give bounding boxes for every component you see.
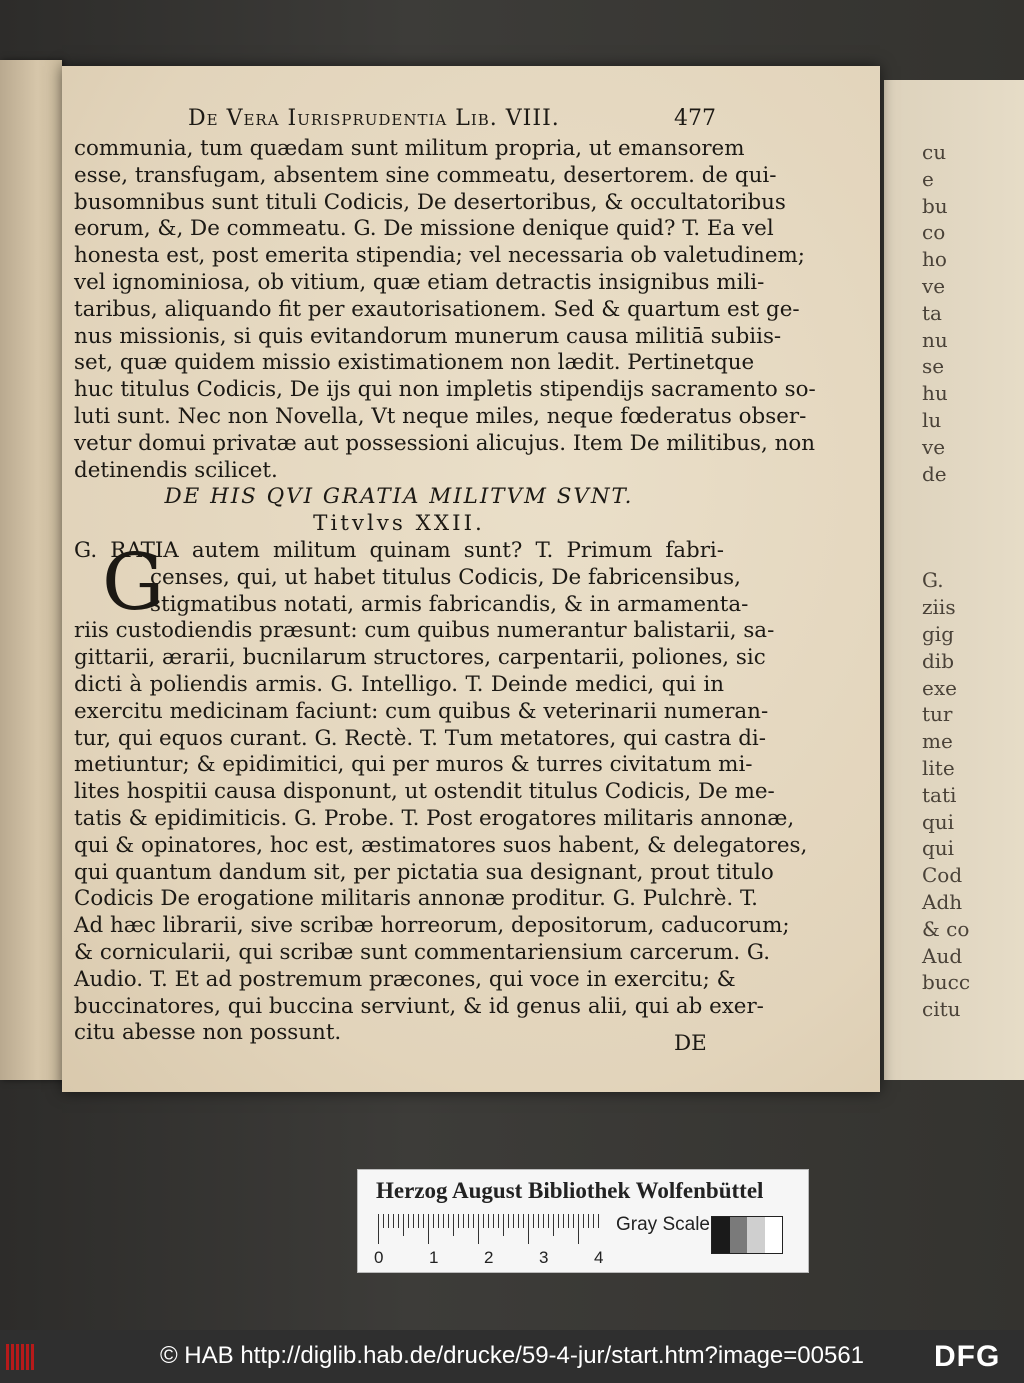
ruler-number: 1 — [429, 1248, 439, 1267]
neighbor-page-fragment: bu — [922, 193, 948, 218]
text-line: tur, qui equos curant. G. Rectè. T. Tum metatores, qui castra di- — [74, 725, 766, 751]
text-line: communia, tum quædam sunt militum propria, ut emansorem — [74, 136, 745, 161]
library-color-plate — [357, 1169, 809, 1273]
ruler-tick — [398, 1214, 399, 1228]
drop-cap-initial: G — [102, 538, 165, 628]
ruler-tick — [423, 1214, 424, 1228]
neighbor-page-fragment: lite — [922, 756, 955, 780]
text-line: tatis & epidimiticis. G. Probe. T. Post erogatores militaris annonæ, — [74, 805, 795, 831]
neighbor-page-fragment: e — [922, 166, 934, 191]
text-line: buccinatores, qui buccina serviunt, & id genus alii, qui ab exer- — [74, 993, 764, 1019]
running-head: De Vera Iurisprudentia Lib. VIII. — [188, 106, 560, 131]
ruler-tick — [513, 1214, 514, 1228]
neighbor-page-fragment: ho — [922, 247, 947, 272]
ruler-tick — [553, 1214, 554, 1236]
neighbor-page-fragment: ta — [922, 300, 942, 325]
ruler-tick — [458, 1214, 459, 1228]
ruler-tick — [568, 1214, 569, 1228]
neighbor-page-fragment: co — [922, 220, 946, 245]
ruler-tick — [413, 1214, 414, 1228]
page-number: 477 — [674, 106, 716, 131]
ruler-tick — [443, 1214, 444, 1228]
ruler-tick — [403, 1214, 404, 1236]
neighbor-page-fragment: lu — [922, 408, 942, 432]
ruler-tick — [478, 1214, 479, 1244]
ruler-tick — [598, 1214, 599, 1228]
ruler-tick — [383, 1214, 384, 1228]
ruler-tick — [378, 1214, 379, 1244]
ruler-tick — [433, 1214, 434, 1228]
ruler-tick — [493, 1214, 494, 1228]
neighbor-page-fragment: exe — [922, 675, 957, 700]
neighbor-page-fragment: dib — [922, 648, 955, 673]
top-paragraph — [74, 136, 816, 484]
text-line: vel ignominiosa, ob vitium, quæ etiam detractis insignibus mili- — [74, 269, 765, 295]
ruler-tick — [588, 1214, 589, 1228]
text-line: riis custodiendis præsunt: cum quibus numerantur balistarii, sa- — [74, 618, 775, 644]
neighbor-page-fragment: gig — [922, 622, 955, 646]
text-line: gittarii, ærarii, bucnilarum structores, carpentarii, poliones, sic — [74, 645, 766, 671]
book-page — [62, 66, 880, 1092]
gray-swatch — [730, 1217, 748, 1253]
ruler-tick — [468, 1214, 469, 1228]
neighbor-page-fragment: tati — [922, 782, 957, 807]
neighbor-page-fragment: Cod — [922, 863, 963, 888]
ruler-tick — [518, 1214, 519, 1228]
neighbor-page-fragment: nu — [922, 327, 948, 352]
ruler-number: 0 — [374, 1248, 384, 1267]
text-line: honesta est, post emerita stipendia; vel necessaria ob valetudinem; — [74, 243, 805, 269]
dfg-logo[interactable]: DFG — [934, 1340, 1001, 1373]
text-line: busomnibus sunt tituli Codicis, De desertoribus, & occultatoribus — [74, 189, 786, 215]
text-line: esse, transfugam, absentem sine commeatu, desertorem. de qui- — [74, 162, 777, 188]
neighbor-page-fragment: & co — [922, 916, 970, 941]
ruler-tick — [523, 1214, 524, 1228]
catchword: DE — [674, 1031, 707, 1056]
ruler-tick — [408, 1214, 409, 1228]
left-page-edge — [0, 60, 62, 1080]
text-line: censes, qui, ut habet titulus Codicis, De fabricensibus, — [150, 564, 741, 590]
text-line: Ad hæc librarii, sive scribæ horreorum, depositorum, caducorum; — [74, 913, 790, 939]
neighbor-page-fragment: se — [922, 354, 945, 379]
ruler-tick — [483, 1214, 484, 1228]
ruler-number: 3 — [539, 1248, 549, 1267]
ruler-tick — [453, 1214, 454, 1236]
neighbor-page-fragment: me — [922, 729, 953, 754]
gray-swatch — [765, 1217, 783, 1253]
neighbor-page-fragment: ve — [922, 434, 946, 459]
neighbor-page-fragment: hu — [922, 381, 948, 406]
gray-swatch — [747, 1217, 765, 1253]
text-line: lites hospitii causa disponunt, ut ostendit titulus Codicis, De me- — [74, 779, 775, 805]
ruler-tick — [558, 1214, 559, 1228]
ruler-tick — [463, 1214, 464, 1228]
ruler-tick — [418, 1214, 419, 1228]
neighbor-page-fragment: qui — [922, 809, 955, 834]
gray-scale-swatches — [711, 1216, 783, 1254]
text-line: eorum, &, De commeatu. G. De missione denique quid? T. Ea vel — [74, 216, 774, 242]
text-line: & cornicularii, qui scribæ sunt commentariensium carcerum. G. — [74, 939, 771, 965]
ruler-tick — [533, 1214, 534, 1228]
text-line: set, quæ quidem missio existimationem non lædit. Pertinetque — [74, 350, 755, 376]
ruler-tick — [438, 1214, 439, 1228]
ruler-number: 2 — [484, 1248, 494, 1267]
text-block — [74, 136, 816, 1047]
ruler-tick — [388, 1214, 389, 1228]
ruler-tick — [503, 1214, 504, 1236]
neighbor-page-fragment: Aud — [922, 943, 963, 968]
text-line: Audio. T. Et ad postremum præcones, qui voce in exercitu; & — [74, 966, 736, 992]
text-line: taribus, aliquando fit per exautorisationem. Sed & quartum est ge- — [74, 296, 800, 322]
text-line: dicti à poliendis armis. G. Intelligo. T. Deinde medici, qui in — [74, 671, 724, 697]
page-header — [62, 106, 880, 138]
library-name: Herzog August Bibliothek Wolfenbüttel — [376, 1178, 764, 1203]
text-line: qui quantum dandum sit, per pictatia sua designant, prout titulo — [74, 859, 774, 885]
section-subtitle: Titvlvs XXII. — [313, 511, 485, 537]
neighbor-page-fragment: bucc — [922, 970, 971, 995]
neighbor-page-fragment: ve — [922, 274, 946, 298]
text-line: G. RATIA autem militum quinam sunt? T. Primum fabri- — [74, 537, 724, 563]
bottom-paragraph — [74, 537, 808, 1047]
text-line: citu abesse non possunt. — [74, 1020, 342, 1046]
text-line: nus missionis, si quis evitandorum munerum causa militiā subiis- — [74, 323, 782, 349]
text-line: qui & opinatores, hoc est, æstimatores suos habent, & delegatores, — [74, 832, 808, 858]
text-line: luti sunt. Nec non Novella, Vt neque miles, neque fœderatus obser- — [74, 403, 807, 429]
ruler-tick — [578, 1214, 579, 1244]
ruler-tick — [543, 1214, 544, 1228]
ruler-tick — [488, 1214, 489, 1228]
text-line: stigmatibus notati, armis fabricandis, & in armamenta- — [150, 591, 749, 617]
text-line: huc titulus Codicis, De ijs qui non impletis stipendijs sacramento so- — [74, 377, 816, 403]
ruler-tick — [393, 1214, 394, 1228]
neighbor-page-fragment: G. — [922, 568, 944, 593]
ruler-tick — [538, 1214, 539, 1228]
ruler-tick — [573, 1214, 574, 1228]
text-line: detinendis scilicet. — [74, 457, 278, 483]
ruler-number: 4 — [594, 1248, 604, 1267]
neighbor-page-fragment: qui — [922, 836, 955, 861]
text-line: vetur domui privatæ aut possessioni alicujus. Item De militibus, non — [74, 430, 816, 456]
ruler-tick — [498, 1214, 499, 1228]
text-line: Codicis De erogatione militaris annonæ proditur. G. Pulchrè. T. — [74, 886, 758, 912]
ruler-tick — [583, 1214, 584, 1228]
ruler-tick — [473, 1214, 474, 1228]
copyright-link[interactable]: © HAB http://diglib.hab.de/drucke/59-4-jur/start.htm?image=00561 — [159, 1342, 865, 1369]
text-line: metiuntur; & epidimitici, qui per muros & turres civitatum mi- — [74, 752, 753, 778]
ruler-tick — [448, 1214, 449, 1228]
ruler-tick — [563, 1214, 564, 1228]
neighbor-page-fragment: ziis — [922, 595, 956, 620]
neighbor-page-fragment: de — [922, 461, 947, 486]
gray-scale-label: Gray Scale — [616, 1214, 710, 1235]
neighbor-page-fragment: tur — [922, 702, 953, 727]
gray-swatch — [712, 1217, 730, 1253]
neighbor-page-strip — [884, 80, 1024, 1080]
neighbor-page-fragment: Adh — [922, 890, 963, 914]
neighbor-page-fragment: cu — [922, 140, 947, 164]
ruler-tick — [428, 1214, 429, 1244]
viewer-footer — [0, 1330, 1024, 1383]
ruler-tick — [528, 1214, 529, 1244]
ruler-tick — [548, 1214, 549, 1228]
ruler-tick — [593, 1214, 594, 1228]
text-line: exercitu medicinam faciunt: cum quibus & veterinarii numeran- — [74, 698, 769, 724]
section-title: DE HIS QVI GRATIA MILITVM SVNT. — [164, 484, 634, 510]
scale-ruler — [378, 1214, 604, 1244]
ruler-tick — [508, 1214, 509, 1228]
neighbor-page-fragment: citu — [922, 997, 961, 1022]
